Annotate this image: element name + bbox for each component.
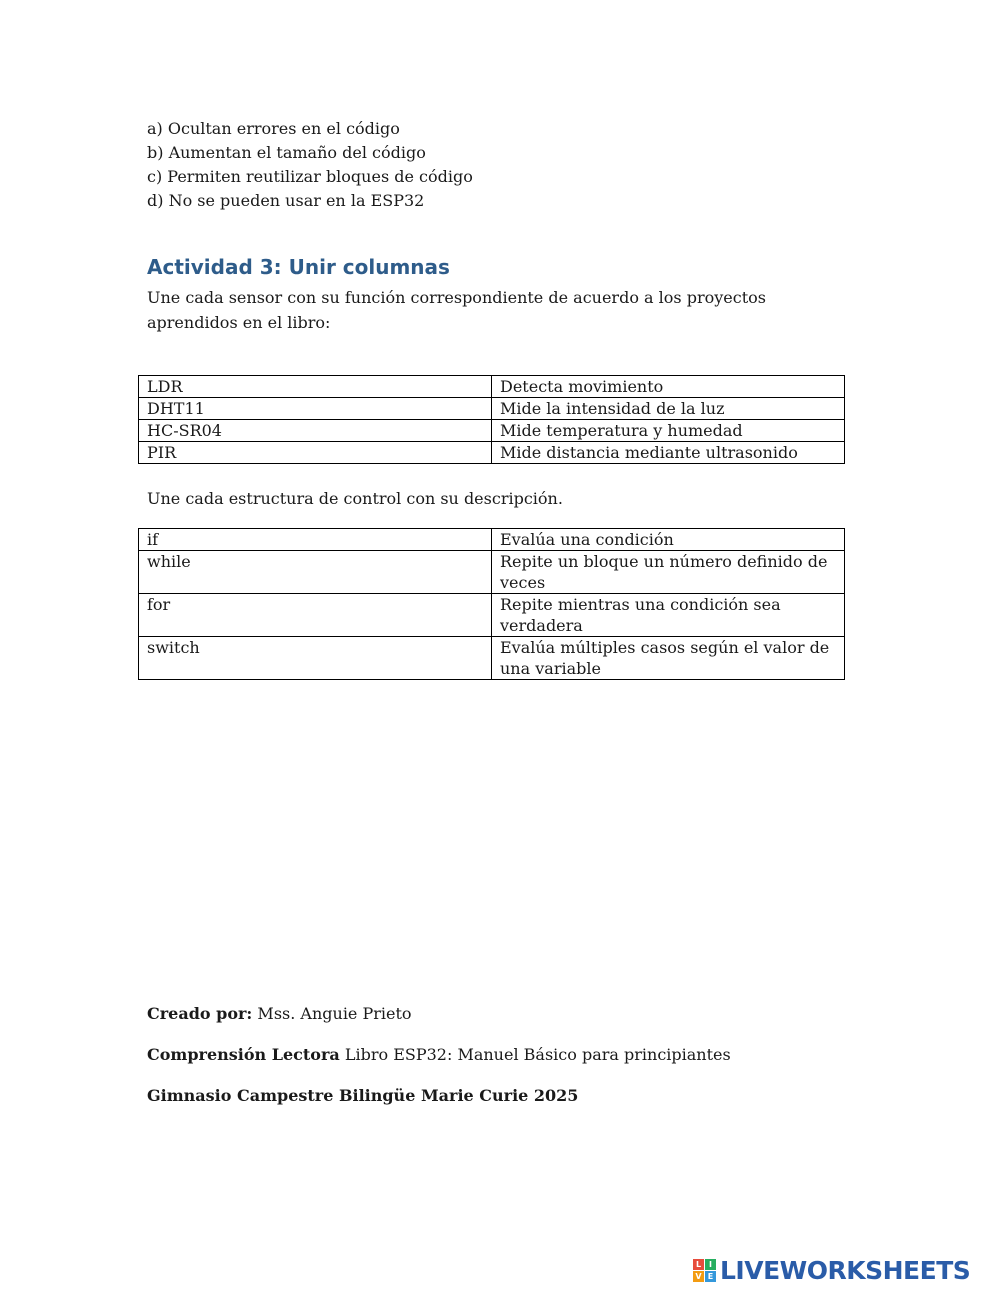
- table-row: [139, 442, 845, 464]
- table-cell: PIR: [139, 442, 492, 464]
- author-value: Mss. Anguie Prieto: [252, 1004, 412, 1023]
- table-cell: Mide temperatura y humedad: [492, 420, 845, 442]
- sensor-match-table: [138, 375, 845, 464]
- author-label: Creado por:: [147, 1004, 253, 1023]
- author-line: [147, 1004, 412, 1023]
- table-cell: if: [139, 529, 492, 551]
- option-b: b) Aumentan el tamaño del código: [147, 143, 426, 162]
- control-match-table: [138, 528, 845, 680]
- liveworksheets-logo-icon: [693, 1259, 716, 1282]
- table-cell: while: [139, 551, 492, 594]
- school-name: Gimnasio Campestre Bilingüe Marie Curie 2025: [147, 1086, 579, 1105]
- activity-heading: Actividad 3: Unir columnas: [147, 255, 450, 279]
- table-cell: switch: [139, 637, 492, 680]
- logo-tile: V: [693, 1271, 704, 1282]
- table-cell: for: [139, 594, 492, 637]
- instruction-sensors: Une cada sensor con su función correspondiente de acuerdo a los proyectos aprendidos en el libro:: [147, 288, 766, 332]
- instruction-control: Une cada estructura de control con su descripción.: [147, 489, 563, 508]
- liveworksheets-logo: [693, 1255, 970, 1285]
- table-cell: HC-SR04: [139, 420, 492, 442]
- table-cell: Evalúa una condición: [492, 529, 845, 551]
- option-a: a) Ocultan errores en el código: [147, 119, 400, 138]
- table-cell: Mide la intensidad de la luz: [492, 398, 845, 420]
- logo-tile: E: [705, 1271, 716, 1282]
- table-row: [139, 420, 845, 442]
- table-cell: Mide distancia mediante ultrasonido: [492, 442, 845, 464]
- table-cell: LDR: [139, 376, 492, 398]
- logo-tile: L: [693, 1259, 704, 1270]
- table-cell: Detecta movimiento: [492, 376, 845, 398]
- table-row: [139, 594, 845, 637]
- table-cell: Repite un bloque un número definido de veces: [492, 551, 845, 594]
- option-c: c) Permiten reutilizar bloques de código: [147, 167, 473, 186]
- school-line: [147, 1086, 578, 1105]
- option-d: d) No se pueden usar en la ESP32: [147, 191, 425, 210]
- table-row: [139, 637, 845, 680]
- reading-line: [147, 1045, 731, 1064]
- liveworksheets-wordmark: LIVEWORKSHEETS: [720, 1255, 971, 1285]
- table-cell: Evalúa múltiples casos según el valor de una variable: [492, 637, 845, 680]
- table-cell: DHT11: [139, 398, 492, 420]
- reading-value: Libro ESP32: Manuel Básico para principiantes: [339, 1045, 731, 1064]
- reading-label: Comprensión Lectora: [147, 1045, 340, 1064]
- table-row: [139, 376, 845, 398]
- logo-tile: I: [705, 1259, 716, 1270]
- table-row: [139, 551, 845, 594]
- table-row: [139, 398, 845, 420]
- table-row: [139, 529, 845, 551]
- table-cell: Repite mientras una condición sea verdadera: [492, 594, 845, 637]
